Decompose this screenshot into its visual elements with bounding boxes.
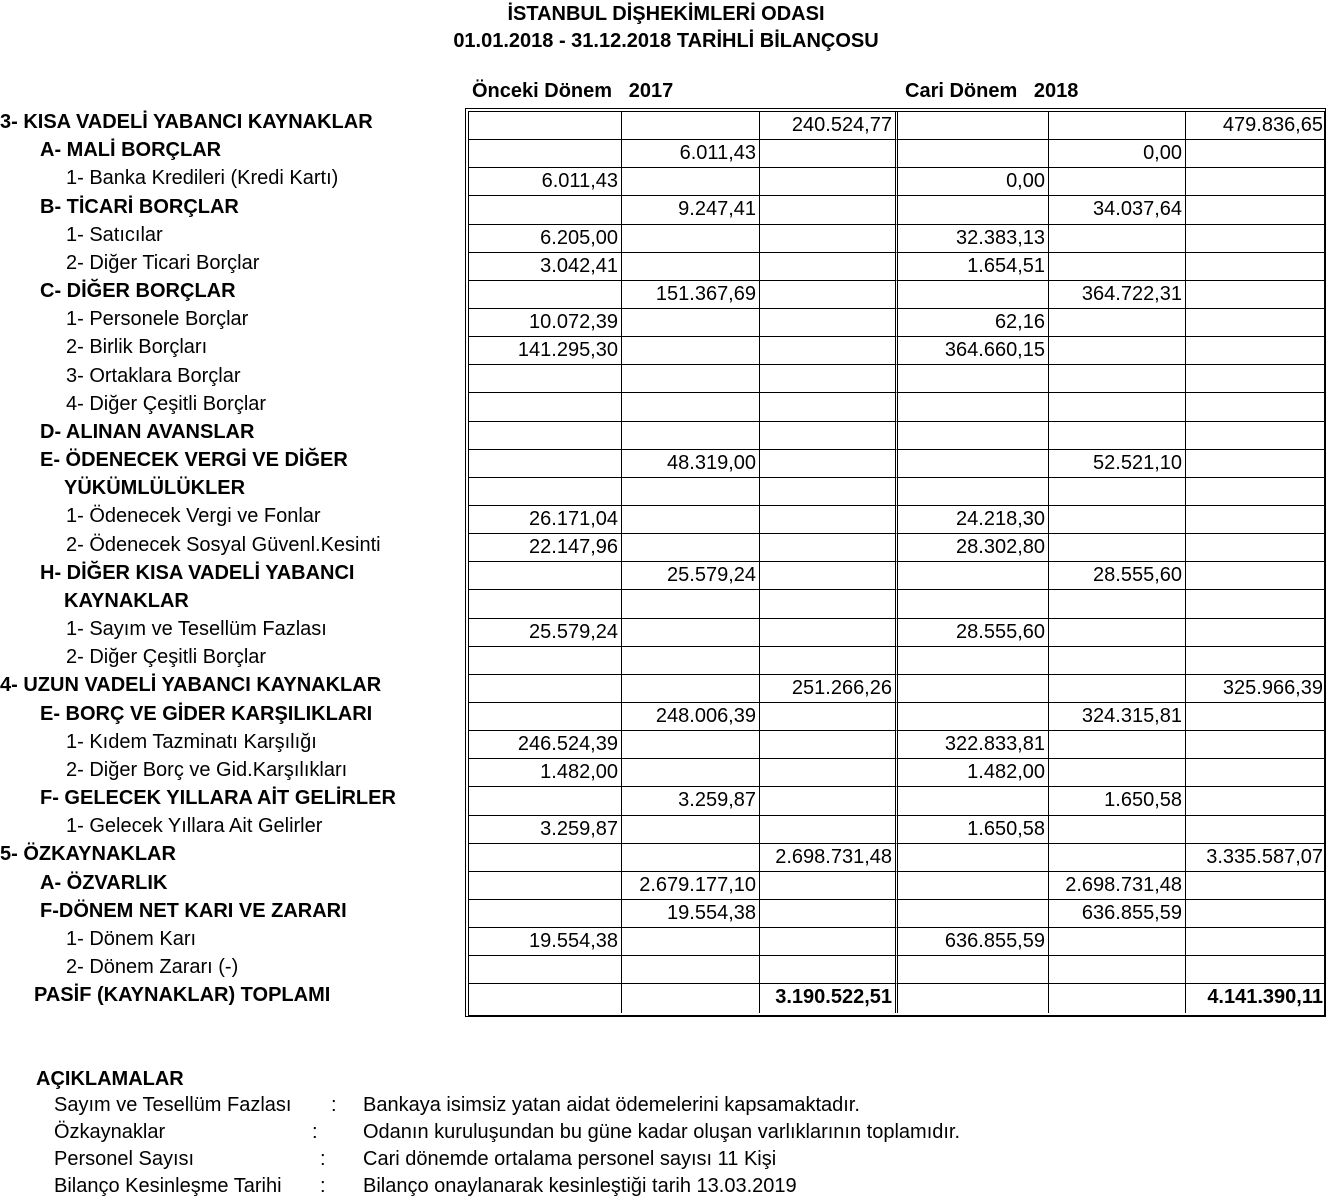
note-colon: : <box>312 1121 318 1143</box>
table-cell <box>1186 478 1326 506</box>
table-cell <box>622 534 760 562</box>
table-cell <box>760 281 898 309</box>
table-cell <box>1049 675 1186 703</box>
table-cell <box>898 140 1049 168</box>
table-cell <box>1186 422 1326 450</box>
row-label: 1- Gelecek Yıllara Ait Gelirler <box>66 815 323 838</box>
table-cell: 6.011,43 <box>622 140 760 168</box>
row-label: 1- Ödenecek Vergi ve Fonlar <box>66 505 321 528</box>
note-key: Personel Sayısı <box>54 1148 195 1170</box>
table-cell <box>1049 365 1186 393</box>
table-cell: 19.554,38 <box>469 928 622 956</box>
table-cell <box>469 956 622 984</box>
row-labels-column <box>0 108 468 1010</box>
table-cell: 25.579,24 <box>622 562 760 590</box>
row-label: H- DİĞER KISA VADELİ YABANCI <box>40 561 355 584</box>
table-cell <box>622 506 760 534</box>
table-cell: 1.482,00 <box>469 759 622 787</box>
table-cell <box>1049 393 1186 421</box>
table-cell: 6.011,43 <box>469 168 622 196</box>
table-cell: 3.190.522,51 <box>760 984 898 1012</box>
table-cell <box>469 590 622 618</box>
table-cell <box>469 365 622 393</box>
table-cell: 1.650,58 <box>898 816 1049 844</box>
table-cell <box>469 281 622 309</box>
table-cell <box>622 478 760 506</box>
table-cell <box>760 647 898 675</box>
table-cell <box>1049 478 1186 506</box>
note-value: Bankaya isimsiz yatan aidat ödemelerini kapsamaktadır. <box>363 1094 860 1116</box>
document-title: İSTANBUL DİŞHEKİMLERİ ODASI <box>507 3 825 25</box>
table-cell <box>1049 844 1186 872</box>
table-cell <box>622 590 760 618</box>
table-cell <box>898 900 1049 928</box>
table-cell <box>1049 816 1186 844</box>
table-cell: 0,00 <box>898 168 1049 196</box>
table-cell <box>1186 562 1326 590</box>
table-cell: 322.833,81 <box>898 731 1049 759</box>
table-cell: 324.315,81 <box>1049 703 1186 731</box>
row-label: YÜKÜMLÜLÜKLER <box>64 477 246 500</box>
table-cell <box>1049 956 1186 984</box>
row-label: 1- Kıdem Tazminatı Karşılığı <box>66 730 317 753</box>
row-label: A- MALİ BORÇLAR <box>40 139 222 162</box>
table-cell <box>1049 168 1186 196</box>
table-cell <box>622 337 760 365</box>
table-cell <box>622 731 760 759</box>
table-cell <box>898 703 1049 731</box>
table-cell: 1.650,58 <box>1049 787 1186 815</box>
table-cell <box>760 900 898 928</box>
table-cell <box>469 140 622 168</box>
table-cell <box>1186 365 1326 393</box>
row-label: D- ALINAN AVANSLAR <box>40 420 255 443</box>
note-key: Sayım ve Tesellüm Fazlası <box>54 1094 292 1116</box>
table-cell <box>1186 253 1326 281</box>
table-cell <box>469 647 622 675</box>
table-cell <box>898 956 1049 984</box>
table-cell <box>1186 450 1326 478</box>
table-cell <box>760 759 898 787</box>
table-cell <box>469 393 622 421</box>
table-cell <box>469 872 622 900</box>
row-label: 3- KISA VADELİ YABANCI KAYNAKLAR <box>0 111 373 133</box>
table-cell <box>1049 731 1186 759</box>
table-cell <box>622 984 760 1012</box>
table-cell <box>622 112 760 140</box>
table-cell <box>1049 647 1186 675</box>
table-cell <box>898 590 1049 618</box>
table-cell <box>1186 506 1326 534</box>
table-cell <box>622 168 760 196</box>
row-label: 1- Banka Kredileri (Kredi Kartı) <box>66 167 339 190</box>
table-cell <box>760 478 898 506</box>
table-cell <box>469 562 622 590</box>
table-cell <box>898 562 1049 590</box>
table-cell <box>1186 168 1326 196</box>
table-cell <box>1186 140 1326 168</box>
table-cell <box>1049 225 1186 253</box>
table-cell <box>898 112 1049 140</box>
table-cell <box>469 787 622 815</box>
notes-title: AÇIKLAMALAR <box>36 1068 184 1090</box>
table-cell <box>760 196 898 224</box>
table-cell: 48.319,00 <box>622 450 760 478</box>
table-cell <box>760 816 898 844</box>
row-label: E- BORÇ VE GİDER KARŞILIKLARI <box>40 702 373 725</box>
table-cell <box>760 703 898 731</box>
row-label: 1- Sayım ve Tesellüm Fazlası <box>66 618 327 641</box>
table-cell <box>760 731 898 759</box>
table-cell <box>1049 590 1186 618</box>
table-cell <box>622 647 760 675</box>
table-cell <box>469 703 622 731</box>
table-cell <box>760 872 898 900</box>
table-cell <box>469 422 622 450</box>
table-cell: 2.679.177,10 <box>622 872 760 900</box>
table-cell <box>622 422 760 450</box>
table-cell: 28.302,80 <box>898 534 1049 562</box>
table-cell <box>1186 337 1326 365</box>
table-cell: 2.698.731,48 <box>1049 872 1186 900</box>
table-cell <box>898 196 1049 224</box>
table-cell <box>898 281 1049 309</box>
row-label: 2- Birlik Borçları <box>66 336 208 359</box>
table-cell: 141.295,30 <box>469 337 622 365</box>
table-cell <box>622 309 760 337</box>
row-label: E- ÖDENECEK VERGİ VE DİĞER <box>40 449 348 472</box>
table-cell <box>469 450 622 478</box>
table-cell <box>622 393 760 421</box>
row-label: 4- Diğer Çeşitli Borçlar <box>66 392 267 415</box>
table-cell: 4.141.390,11 <box>1207 986 1323 1009</box>
table-cell <box>1049 112 1186 140</box>
table-cell <box>760 562 898 590</box>
table-cell: 25.579,24 <box>469 619 622 647</box>
row-label: 1- Personele Borçlar <box>66 308 249 331</box>
table-cell <box>760 928 898 956</box>
table-cell <box>898 393 1049 421</box>
table-cell <box>898 365 1049 393</box>
row-label: B- TİCARİ BORÇLAR <box>40 195 239 218</box>
table-cell: 3.259,87 <box>622 787 760 815</box>
table-cell <box>760 619 898 647</box>
table-cell <box>898 422 1049 450</box>
table-cell <box>1186 872 1326 900</box>
table-cell <box>1049 984 1186 1012</box>
table-cell: 32.383,13 <box>898 225 1049 253</box>
table-cell <box>760 590 898 618</box>
table-cell: 364.660,15 <box>898 337 1049 365</box>
row-label: 4- UZUN VADELİ YABANCI KAYNAKLAR <box>0 674 382 697</box>
table-cell <box>622 675 760 703</box>
table-cell <box>469 478 622 506</box>
row-label: 2- Diğer Ticari Borçlar <box>66 251 260 274</box>
table-cell <box>1186 534 1326 562</box>
table-cell <box>760 450 898 478</box>
table-cell <box>760 337 898 365</box>
table-cell <box>469 675 622 703</box>
table-cell: 52.521,10 <box>1049 450 1186 478</box>
table-cell <box>898 647 1049 675</box>
note-colon: : <box>320 1148 326 1170</box>
table-cell: 3.259,87 <box>469 816 622 844</box>
table-cell: 28.555,60 <box>898 619 1049 647</box>
table-cell <box>622 253 760 281</box>
table-cell <box>760 365 898 393</box>
row-label: 3- Ortaklara Borçlar <box>66 364 241 387</box>
table-cell: 3.335.587,07 <box>1186 844 1326 872</box>
notes-list <box>36 1092 961 1200</box>
table-cell <box>469 900 622 928</box>
table-cell <box>898 844 1049 872</box>
row-label: KAYNAKLAR <box>64 589 189 612</box>
table-cell <box>760 140 898 168</box>
note-item <box>36 1092 860 1119</box>
note-item <box>36 1146 777 1173</box>
table-cell: 0,00 <box>1049 140 1186 168</box>
table-cell <box>760 393 898 421</box>
table-cell: 240.524,77 <box>760 112 898 140</box>
table-cell: 24.218,30 <box>898 506 1049 534</box>
table-cell: 10.072,39 <box>469 309 622 337</box>
table-cell <box>760 534 898 562</box>
table-cell <box>622 928 760 956</box>
table-cell <box>1049 253 1186 281</box>
note-key: Bilanço Kesinleşme Tarihi <box>54 1175 282 1197</box>
table-cell: 479.836,65 <box>1186 112 1326 140</box>
table-cell <box>1186 787 1326 815</box>
table-cell: 6.205,00 <box>469 225 622 253</box>
table-cell <box>622 365 760 393</box>
table-cell <box>1186 731 1326 759</box>
table-cell: 9.247,41 <box>622 196 760 224</box>
table-cell <box>898 787 1049 815</box>
table-cell <box>1186 928 1326 956</box>
table-cell: 246.524,39 <box>469 731 622 759</box>
table-cell <box>1049 422 1186 450</box>
table-cell: 3.042,41 <box>469 253 622 281</box>
note-item <box>36 1119 961 1146</box>
table-cell: 248.006,39 <box>622 703 760 731</box>
table-cell <box>1186 196 1326 224</box>
row-label: 1- Dönem Karı <box>66 927 197 950</box>
row-label: F-DÖNEM NET KARI VE ZARARI <box>40 899 347 922</box>
balance-table <box>465 108 1326 1017</box>
row-label: PASİF (KAYNAKLAR) TOPLAMI <box>34 984 331 1007</box>
table-cell <box>622 816 760 844</box>
table-cell <box>1186 816 1326 844</box>
table-cell <box>469 112 622 140</box>
table-cell <box>760 506 898 534</box>
note-item <box>36 1173 797 1200</box>
table-cell: 28.555,60 <box>1049 562 1186 590</box>
row-label: C- DİĞER BORÇLAR <box>40 280 236 303</box>
table-cell <box>1186 956 1326 984</box>
table-cell <box>760 422 898 450</box>
table-cell <box>1186 309 1326 337</box>
row-label: 2- Ödenecek Sosyal Güvenl.Kesinti <box>66 533 381 556</box>
note-colon: : <box>320 1175 326 1197</box>
note-key: Özkaynaklar <box>54 1121 166 1143</box>
table-cell <box>760 225 898 253</box>
table-cell <box>898 984 1049 1012</box>
table-cell <box>760 253 898 281</box>
table-cell: 34.037,64 <box>1049 196 1186 224</box>
table-cell <box>1186 590 1326 618</box>
table-cell <box>760 168 898 196</box>
row-label: A- ÖZVARLIK <box>40 871 168 894</box>
note-value: Cari dönemde ortalama personel sayısı 11 Kişi <box>363 1148 777 1170</box>
table-cell <box>1186 900 1326 928</box>
period-header-previous: Önceki Dönem 2017 <box>472 80 674 102</box>
table-cell <box>1186 647 1326 675</box>
notes-section <box>36 1066 961 1200</box>
table-cell <box>1049 759 1186 787</box>
table-cell <box>1186 225 1326 253</box>
table-cell <box>1049 619 1186 647</box>
table-cell <box>760 787 898 815</box>
table-cell <box>1049 337 1186 365</box>
table-cell <box>622 956 760 984</box>
table-cell <box>1049 506 1186 534</box>
table-cell <box>622 619 760 647</box>
table-cell <box>1049 309 1186 337</box>
note-value: Odanın kuruluşundan bu güne kadar oluşan varlıklarının toplamıdır. <box>363 1121 961 1143</box>
period-header-current: Cari Dönem 2018 <box>905 80 1079 102</box>
table-cell: 2.698.731,48 <box>760 844 898 872</box>
table-cell <box>1186 619 1326 647</box>
table-cell <box>469 984 622 1012</box>
table-cell: 636.855,59 <box>1049 900 1186 928</box>
note-value: Bilanço onaylanarak kesinleştiği tarih 13.03.2019 <box>363 1175 797 1197</box>
table-cell <box>760 309 898 337</box>
table-cell: 364.722,31 <box>1049 281 1186 309</box>
row-label: F- GELECEK YILLARA AİT GELİRLER <box>40 787 396 810</box>
table-cell: 22.147,96 <box>469 534 622 562</box>
table-cell: 251.266,26 <box>760 675 898 703</box>
row-label: 2- Diğer Borç ve Gid.Karşılıkları <box>66 758 348 781</box>
table-cell: 26.171,04 <box>469 506 622 534</box>
table-cell <box>1186 281 1326 309</box>
row-label: 2- Dönem Zararı (-) <box>66 956 239 979</box>
table-cell <box>622 844 760 872</box>
table-cell <box>1186 759 1326 787</box>
row-label: 2- Diğer Çeşitli Borçlar <box>66 646 267 669</box>
balance-table-grid <box>468 111 1325 1016</box>
table-cell <box>469 196 622 224</box>
table-cell: 19.554,38 <box>622 900 760 928</box>
table-cell <box>1186 703 1326 731</box>
table-cell: 636.855,59 <box>898 928 1049 956</box>
table-cell <box>1186 393 1326 421</box>
row-label: 5- ÖZKAYNAKLAR <box>0 843 176 866</box>
row-label: 1- Satıcılar <box>66 223 163 246</box>
table-cell: 1.654,51 <box>898 253 1049 281</box>
table-cell <box>622 759 760 787</box>
table-cell <box>898 478 1049 506</box>
note-colon: : <box>331 1094 337 1116</box>
table-cell: 62,16 <box>898 309 1049 337</box>
table-cell <box>1049 928 1186 956</box>
document-subtitle: 01.01.2018 - 31.12.2018 TARİHLİ BİLANÇOSU <box>453 30 879 52</box>
table-cell <box>760 956 898 984</box>
table-cell: 1.482,00 <box>898 759 1049 787</box>
table-cell: 325.966,39 <box>1186 675 1326 703</box>
table-cell <box>898 675 1049 703</box>
table-cell <box>469 844 622 872</box>
table-cell: 151.367,69 <box>622 281 760 309</box>
table-cell <box>898 450 1049 478</box>
table-cell <box>622 225 760 253</box>
table-cell <box>1049 534 1186 562</box>
table-cell <box>898 872 1049 900</box>
